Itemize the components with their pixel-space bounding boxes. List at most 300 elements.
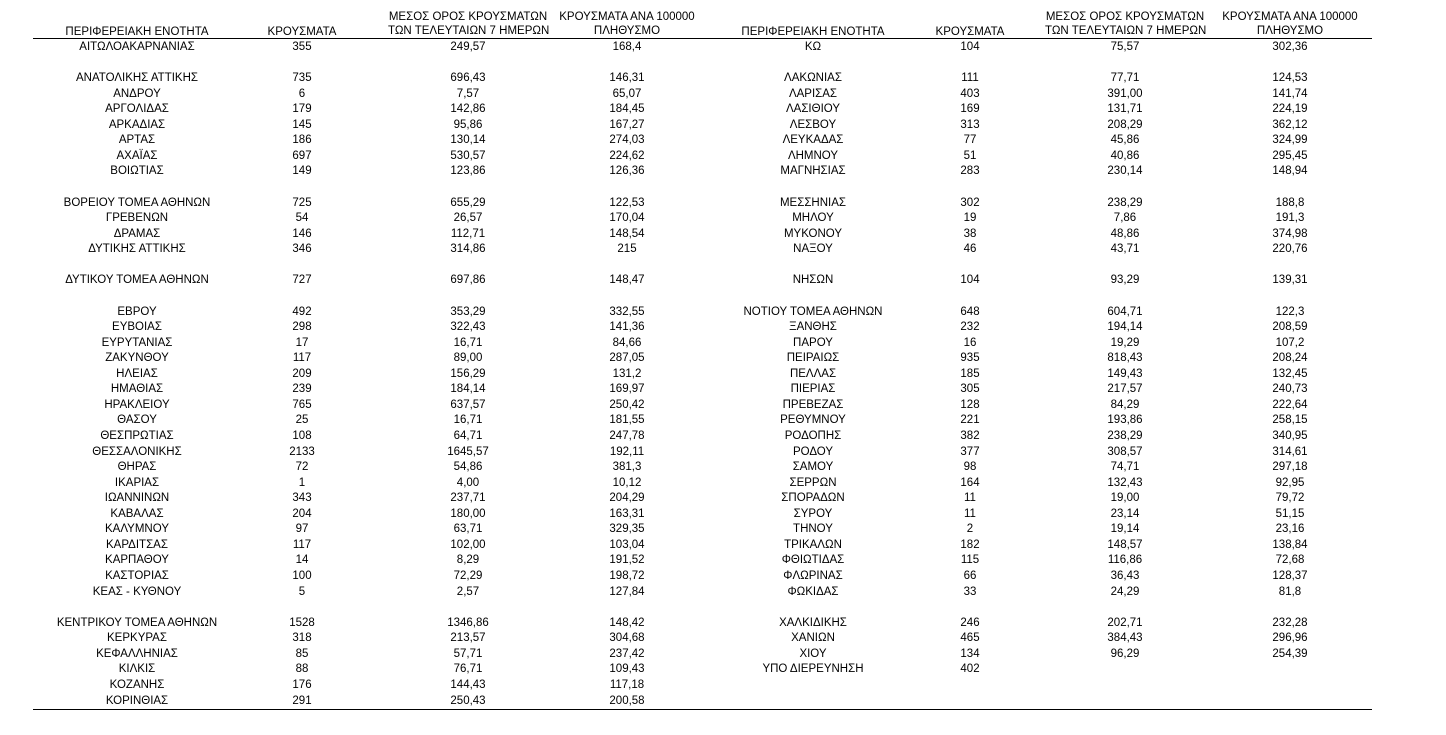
avg-7day-cell: 637,57 — [450, 398, 486, 411]
header-region-left: ΠΕΡΙΦΕΡΕΙΑΚΗ ΕΝΟΤΗΤΑ — [65, 26, 209, 38]
per-100k-cell: 332,55 — [609, 305, 645, 318]
table-row — [0, 350, 1446, 366]
region-cell: ΔΥΤΙΚΗΣ ΑΤΤΙΚΗΣ — [88, 243, 186, 256]
region-cell: ΘΕΣΣΑΛΟΝΙΚΗΣ — [92, 445, 182, 458]
region-cell: ΝΑΞΟΥ — [793, 243, 833, 256]
cases-cell: 77 — [963, 134, 977, 147]
cases-cell: 313 — [960, 118, 980, 131]
per-100k-cell: 191,52 — [609, 554, 645, 567]
region-cell: ΘΑΣΟΥ — [117, 414, 157, 427]
cases-cell: 2133 — [289, 445, 315, 458]
per-100k-cell: 148,94 — [1272, 165, 1308, 178]
avg-7day-cell: 132,43 — [1107, 476, 1143, 489]
cases-cell: 104 — [960, 274, 980, 287]
region-cell: ΜΥΚΟΝΟΥ — [783, 227, 843, 240]
region-cell: ΤΡΙΚΑΛΩΝ — [784, 538, 842, 551]
avg-7day-cell: 131,71 — [1107, 103, 1143, 116]
avg-7day-cell: 1346,86 — [447, 616, 489, 629]
avg-7day-cell: 180,00 — [450, 507, 486, 520]
per-100k-cell: 124,53 — [1272, 72, 1308, 85]
region-cell: ΚΟΖΑΝΗΣ — [109, 678, 165, 691]
cases-cell: 111 — [961, 72, 979, 85]
cases-cell: 382 — [960, 430, 980, 442]
avg-7day-cell: 384,43 — [1107, 632, 1143, 645]
per-100k-cell: 204,29 — [609, 492, 645, 505]
per-100k-cell: 10,12 — [612, 476, 642, 489]
per-100k-cell: 296,96 — [1272, 632, 1308, 645]
cases-cell: 318 — [292, 632, 312, 645]
per-100k-cell: 192,11 — [609, 445, 645, 458]
avg-7day-cell: 213,57 — [450, 632, 486, 645]
cases-cell: 402 — [960, 663, 980, 676]
cases-cell: 38 — [963, 227, 977, 240]
table-row — [0, 537, 1446, 553]
table-row — [0, 366, 1446, 382]
avg-7day-cell: 217,57 — [1107, 383, 1143, 396]
region-cell: ΗΛΕΙΑΣ — [116, 367, 158, 380]
table-row — [0, 397, 1446, 413]
table-row — [0, 163, 1446, 179]
per-100k-cell: 126,36 — [609, 165, 645, 178]
header-cases-left: ΚΡΟΥΣΜΑΤΑ — [267, 26, 337, 38]
avg-7day-cell: 123,86 — [450, 165, 486, 178]
cases-cell: 98 — [963, 461, 977, 474]
table-row — [0, 272, 1446, 288]
table-row — [0, 490, 1446, 506]
per-100k-cell: 224,19 — [1272, 103, 1308, 116]
per-100k-cell: 184,45 — [609, 103, 645, 116]
cases-cell: 88 — [295, 663, 309, 676]
cases-cell: 185 — [960, 367, 980, 380]
region-cell: ΚΑΡΠΑΘΟΥ — [105, 554, 169, 567]
table-row — [0, 101, 1446, 117]
table-row — [0, 210, 1446, 226]
per-100k-cell: 237,42 — [609, 647, 645, 660]
region-cell: ΙΚΑΡΙΑΣ — [114, 476, 160, 489]
region-cell: ΑΙΤΩΛΟΑΚΑΡΝΑΝΙΑΣ — [79, 41, 195, 53]
per-100k-cell: 72,68 — [1275, 554, 1305, 567]
region-cell: ΘΗΡΑΣ — [117, 461, 157, 474]
cases-cell: 465 — [960, 632, 980, 645]
region-cell: ΦΛΩΡΙΝΑΣ — [783, 570, 843, 583]
region-cell: ΚΙΛΚΙΣ — [118, 663, 156, 676]
per-100k-cell: 381,3 — [612, 461, 642, 474]
cases-cell: 727 — [292, 274, 312, 287]
table-row — [0, 677, 1446, 693]
region-cell: ΚΕΡΚΥΡΑΣ — [107, 632, 167, 645]
per-100k-cell: 374,98 — [1272, 227, 1308, 240]
region-cell: ΑΝΑΤΟΛΙΚΗΣ ΑΤΤΙΚΗΣ — [75, 72, 198, 85]
region-cell: ΛΕΥΚΑΔΑΣ — [782, 134, 844, 147]
cases-cell: 11 — [964, 507, 976, 520]
region-cell: ΣΠΟΡΑΔΩΝ — [781, 492, 845, 505]
region-cell: ΤΗΝΟΥ — [793, 523, 833, 536]
region-cell: ΞΑΝΘΗΣ — [789, 321, 837, 334]
table-row — [0, 132, 1446, 148]
per-100k-cell: 148,54 — [609, 227, 645, 240]
table-row — [0, 117, 1446, 133]
cases-cell: 176 — [292, 678, 312, 691]
table-row — [0, 70, 1446, 86]
per-100k-cell: 81,8 — [1278, 585, 1302, 598]
per-100k-cell: 122,3 — [1275, 305, 1305, 318]
per-100k-cell: 169,97 — [609, 383, 645, 396]
avg-7day-cell: 530,57 — [450, 149, 486, 162]
region-cell: ΛΑΡΙΣΑΣ — [788, 87, 838, 100]
header-per100k-left: ΚΡΟΥΣΜΑΤΑ ΑΝΑ 100000 ΠΛΗΘΥΣΜΟ — [559, 11, 695, 37]
per-100k-cell: 274,03 — [609, 134, 645, 147]
per-100k-cell: 51,15 — [1275, 507, 1305, 520]
cases-cell: 648 — [960, 305, 980, 318]
per-100k-cell: 103,04 — [609, 538, 645, 551]
avg-7day-cell: 193,86 — [1107, 414, 1143, 427]
table-row — [0, 459, 1446, 475]
table-row — [0, 693, 1446, 709]
per-100k-cell: 215 — [617, 243, 637, 256]
table-row — [0, 630, 1446, 646]
avg-7day-cell: 76,71 — [453, 663, 483, 676]
table-row — [0, 646, 1446, 662]
avg-7day-cell: 26,57 — [453, 212, 483, 225]
avg-7day-cell: 45,86 — [1110, 134, 1140, 147]
table-row — [0, 521, 1446, 537]
avg-7day-cell: 202,71 — [1107, 616, 1143, 629]
per-100k-cell: 65,07 — [612, 87, 642, 100]
cases-cell: 5 — [298, 585, 306, 598]
avg-7day-cell: 308,57 — [1107, 445, 1143, 458]
cases-cell: 1 — [298, 476, 306, 489]
cases-cell: 54 — [295, 212, 309, 225]
avg-7day-cell: 112,71 — [450, 227, 486, 240]
cases-cell: 104 — [960, 41, 980, 53]
per-100k-cell: 138,84 — [1272, 538, 1308, 551]
region-cell: ΦΘΙΩΤΙΔΑΣ — [781, 554, 845, 567]
table-row — [0, 428, 1446, 444]
avg-7day-cell: 19,14 — [1110, 523, 1140, 536]
cases-cell: 146 — [292, 227, 312, 240]
region-cell: ΠΑΡΟΥ — [793, 336, 833, 349]
cases-cell: 283 — [960, 165, 980, 178]
region-cell: ΚΕΑΣ - ΚΥΘΝΟΥ — [92, 585, 182, 598]
cases-cell: 108 — [292, 430, 312, 442]
avg-7day-cell: 77,71 — [1110, 72, 1140, 85]
per-100k-cell: 131,2 — [612, 367, 642, 380]
cases-cell: 209 — [292, 367, 312, 380]
avg-7day-cell: 697,86 — [450, 274, 486, 287]
per-100k-cell: 92,95 — [1275, 476, 1305, 489]
cases-cell: 100 — [292, 570, 312, 583]
per-100k-cell: 200,58 — [609, 694, 645, 707]
region-cell: ΔΡΑΜΑΣ — [113, 227, 161, 240]
region-cell: ΧΙΟΥ — [799, 647, 827, 660]
cases-cell: 164 — [960, 476, 980, 489]
region-cell: ΖΑΚΥΝΘΟΥ — [105, 352, 169, 365]
avg-7day-cell: 7,57 — [456, 87, 480, 100]
cases-cell: 935 — [960, 352, 980, 365]
avg-7day-cell: 72,29 — [453, 570, 483, 583]
per-100k-cell: 324,99 — [1272, 134, 1308, 147]
per-100k-cell: 247,78 — [609, 430, 645, 442]
region-cell: ΣΥΡΟΥ — [793, 507, 833, 520]
avg-7day-cell: 818,43 — [1107, 352, 1143, 365]
cases-cell: 145 — [292, 118, 312, 131]
per-100k-cell: 168,4 — [612, 41, 642, 53]
header-region-right: ΠΕΡΙΦΕΡΕΙΑΚΗ ΕΝΟΤΗΤΑ — [741, 26, 885, 38]
table-row — [0, 319, 1446, 335]
cases-cell: 204 — [292, 507, 312, 520]
region-cell: ΛΗΜΝΟΥ — [787, 149, 839, 162]
region-cell: ΦΩΚΙΔΑΣ — [787, 585, 839, 598]
cases-cell: 117 — [292, 352, 312, 365]
cases-cell: 182 — [960, 538, 980, 551]
region-cell: ΒΟΡΕΙΟΥ ΤΟΜΕΑ ΑΘΗΝΩΝ — [63, 196, 211, 209]
table-row — [0, 195, 1446, 211]
per-100k-cell: 170,04 — [609, 212, 645, 225]
table-row — [0, 552, 1446, 568]
region-cell: ΠΕΛΛΑΣ — [789, 367, 837, 380]
header-cases-right: ΚΡΟΥΣΜΑΤΑ — [935, 26, 1005, 38]
cases-cell: 298 — [292, 321, 312, 334]
avg-7day-cell: 23,14 — [1110, 507, 1140, 520]
per-100k-cell: 23,16 — [1275, 523, 1305, 536]
avg-7day-cell: 16,71 — [453, 414, 483, 427]
per-100k-cell: 84,66 — [612, 336, 642, 349]
per-100k-cell: 304,68 — [609, 632, 645, 645]
region-cell: ΙΩΑΝΝΙΝΩΝ — [104, 492, 170, 505]
avg-7day-cell: 604,71 — [1107, 305, 1143, 318]
table-row — [0, 475, 1446, 491]
table-row — [0, 148, 1446, 164]
region-cell: ΣΕΡΡΩΝ — [789, 476, 837, 489]
region-cell: ΛΕΣΒΟΥ — [789, 118, 837, 131]
per-100k-cell: 163,31 — [609, 507, 645, 520]
region-cell: ΔΥΤΙΚΟΥ ΤΟΜΕΑ ΑΘΗΝΩΝ — [65, 274, 209, 287]
cases-cell: 97 — [295, 523, 309, 536]
per-100k-cell: 117,18 — [609, 678, 645, 691]
per-100k-cell: 139,31 — [1272, 274, 1308, 287]
cases-cell: 115 — [960, 554, 980, 567]
cases-cell: 765 — [292, 398, 312, 411]
avg-7day-cell: 249,57 — [450, 41, 486, 53]
per-100k-cell: 240,73 — [1272, 383, 1308, 396]
avg-7day-cell: 7,86 — [1113, 212, 1137, 225]
per-100k-cell: 148,42 — [609, 616, 645, 629]
region-cell: ΜΑΓΝΗΣΙΑΣ — [780, 165, 846, 178]
cases-cell: 492 — [292, 305, 312, 318]
region-cell: ΚΩ — [804, 41, 822, 53]
avg-7day-cell: 353,29 — [450, 305, 486, 318]
table-row — [0, 304, 1446, 320]
table-row — [0, 615, 1446, 631]
cases-cell: 11 — [964, 492, 976, 505]
per-100k-cell: 258,15 — [1272, 414, 1308, 427]
avg-7day-cell: 43,71 — [1110, 243, 1140, 256]
per-100k-cell: 340,95 — [1272, 430, 1308, 442]
avg-7day-cell: 194,14 — [1107, 321, 1143, 334]
region-cell: ΑΡΤΑΣ — [118, 134, 156, 147]
avg-7day-cell: 148,57 — [1107, 538, 1143, 551]
region-cell: ΗΡΑΚΛΕΙΟΥ — [104, 398, 170, 411]
cases-cell: 128 — [960, 398, 980, 411]
cases-cell: 302 — [960, 196, 980, 209]
cases-cell: 25 — [295, 414, 309, 427]
region-cell: ΝΗΣΩΝ — [792, 274, 834, 287]
cases-cell: 725 — [292, 196, 312, 209]
region-cell: ΓΡΕΒΕΝΩΝ — [105, 212, 169, 225]
cases-cell: 239 — [292, 383, 312, 396]
avg-7day-cell: 75,57 — [1110, 41, 1140, 53]
avg-7day-cell: 64,71 — [453, 430, 483, 442]
table-row — [0, 381, 1446, 397]
region-cell: ΚΟΡΙΝΘΙΑΣ — [105, 694, 169, 707]
avg-7day-cell: 84,29 — [1110, 398, 1140, 411]
avg-7day-cell: 238,29 — [1107, 430, 1143, 442]
avg-7day-cell: 19,00 — [1110, 492, 1140, 505]
cases-cell: 305 — [960, 383, 980, 396]
per-100k-cell: 287,05 — [609, 352, 645, 365]
region-cell: ΕΥΡΥΤΑΝΙΑΣ — [101, 336, 173, 349]
per-100k-cell: 250,42 — [609, 398, 645, 411]
cases-cell: 17 — [295, 336, 309, 349]
avg-7day-cell: 48,86 — [1110, 227, 1140, 240]
cases-cell: 51 — [963, 149, 977, 162]
region-cell: ΧΑΛΚΙΔΙΚΗΣ — [779, 616, 847, 629]
avg-7day-cell: 40,86 — [1110, 149, 1140, 162]
cases-cell: 1528 — [289, 616, 315, 629]
per-100k-cell: 148,47 — [609, 274, 645, 287]
cases-cell: 19 — [963, 212, 977, 225]
avg-7day-cell: 16,71 — [453, 336, 483, 349]
table-row — [0, 412, 1446, 428]
table-row — [0, 506, 1446, 522]
region-cell: ΑΡΓΟΛΙΔΑΣ — [105, 103, 169, 116]
cases-cell: 355 — [292, 41, 312, 53]
region-cell: ΕΒΡΟΥ — [117, 305, 157, 318]
cases-cell: 186 — [292, 134, 312, 147]
region-cell: ΑΡΚΑΔΙΑΣ — [108, 118, 166, 131]
region-cell: ΗΜΑΘΙΑΣ — [110, 383, 164, 396]
avg-7day-cell: 322,43 — [450, 321, 486, 334]
avg-7day-cell: 230,14 — [1107, 165, 1143, 178]
avg-7day-cell: 2,57 — [456, 585, 480, 598]
per-100k-cell: 254,39 — [1272, 647, 1308, 660]
avg-7day-cell: 655,29 — [450, 196, 486, 209]
region-cell: ΜΕΣΣΗΝΙΑΣ — [779, 196, 847, 209]
cases-cell: 33 — [963, 585, 977, 598]
avg-7day-cell: 96,29 — [1110, 647, 1140, 660]
per-100k-cell: 362,12 — [1272, 118, 1308, 131]
cases-cell: 16 — [963, 336, 977, 349]
per-100k-cell: 220,76 — [1272, 243, 1308, 256]
per-100k-cell: 122,53 — [609, 196, 645, 209]
cases-cell: 149 — [292, 165, 312, 178]
per-100k-cell: 329,35 — [609, 523, 645, 536]
cases-cell: 85 — [295, 647, 309, 660]
table-row — [0, 86, 1446, 102]
avg-7day-cell: 63,71 — [453, 523, 483, 536]
table-row — [0, 584, 1446, 600]
per-100k-cell: 224,62 — [609, 149, 645, 162]
region-cell: ΑΧΑΪΑΣ — [116, 149, 158, 162]
cases-cell: 232 — [960, 321, 980, 334]
region-cell: ΚΑΡΔΙΤΣΑΣ — [106, 538, 168, 551]
avg-7day-cell: 130,14 — [450, 134, 486, 147]
per-100k-cell: 295,45 — [1272, 149, 1308, 162]
per-100k-cell: 79,72 — [1275, 492, 1305, 505]
region-cell: ΣΑΜΟΥ — [792, 461, 834, 474]
table-row — [0, 661, 1446, 677]
cases-cell: 2 — [966, 523, 974, 536]
header-avg-right: ΜΕΣΟΣ ΟΡΟΣ ΚΡΟΥΣΜΑΤΩΝ ΤΩΝ ΤΕΛΕΥΤΑΙΩΝ 7 ΗΜΕΡΩΝ — [1045, 11, 1207, 37]
region-cell: ΛΑΣΙΘΙΟΥ — [785, 103, 841, 116]
cases-cell: 6 — [298, 87, 306, 100]
cases-cell: 221 — [960, 414, 980, 427]
per-100k-cell: 302,36 — [1272, 41, 1308, 53]
cases-cell: 72 — [295, 461, 309, 474]
region-cell: ΠΙΕΡΙΑΣ — [790, 383, 836, 396]
cases-cell: 179 — [292, 103, 312, 116]
avg-7day-cell: 54,86 — [453, 461, 483, 474]
region-cell: ΚΑΒΑΛΑΣ — [110, 507, 164, 520]
avg-7day-cell: 89,00 — [453, 352, 483, 365]
region-cell: ΚΕΦΑΛΛΗΝΙΑΣ — [96, 647, 178, 660]
region-cell: ΚΑΣΤΟΡΙΑΣ — [105, 570, 169, 583]
header-avg-left: ΜΕΣΟΣ ΟΡΟΣ ΚΡΟΥΣΜΑΤΩΝ ΤΩΝ ΤΕΛΕΥΤΑΙΩΝ 7 ΗΜΕΡΩΝ — [388, 11, 550, 37]
per-100k-cell: 191,3 — [1275, 212, 1305, 225]
avg-7day-cell: 93,29 — [1110, 274, 1140, 287]
per-100k-cell: 132,45 — [1272, 367, 1308, 380]
region-cell: ΧΑΝΙΩΝ — [791, 632, 835, 645]
region-cell: ΥΠΟ ΔΙΕΡΕΥΝΗΣΗ — [762, 663, 864, 676]
avg-7day-cell: 8,29 — [456, 554, 480, 567]
header-per100k-right: ΚΡΟΥΣΜΑΤΑ ΑΝΑ 100000 ΠΛΗΘΥΣΜΟ — [1222, 11, 1358, 37]
table-row — [0, 568, 1446, 584]
avg-7day-cell: 1645,57 — [447, 445, 489, 458]
cases-cell: 46 — [963, 243, 977, 256]
cases-cell: 735 — [292, 72, 312, 85]
per-100k-cell: 314,61 — [1272, 445, 1308, 458]
avg-7day-cell: 95,86 — [453, 118, 483, 131]
avg-7day-cell: 24,29 — [1110, 585, 1140, 598]
avg-7day-cell: 144,43 — [450, 678, 486, 691]
footer-rule — [33, 709, 1372, 710]
region-cell: ΚΕΝΤΡΙΚΟΥ ΤΟΜΕΑ ΑΘΗΝΩΝ — [56, 616, 218, 629]
cases-cell: 66 — [963, 570, 977, 583]
avg-7day-cell: 208,29 — [1107, 118, 1143, 131]
per-100k-cell: 297,18 — [1272, 461, 1308, 474]
avg-7day-cell: 314,86 — [450, 243, 486, 256]
region-cell: ΜΗΛΟΥ — [792, 212, 834, 225]
region-cell: ΡΕΘΥΜΝΟΥ — [780, 414, 846, 427]
table-row — [0, 39, 1446, 55]
per-100k-cell: 198,72 — [609, 570, 645, 583]
per-100k-cell: 181,55 — [609, 414, 645, 427]
cases-cell: 246 — [960, 616, 980, 629]
per-100k-cell: 141,36 — [609, 321, 645, 334]
avg-7day-cell: 237,71 — [450, 492, 486, 505]
cases-cell: 134 — [960, 647, 980, 660]
table-row — [0, 444, 1446, 460]
cases-cell: 403 — [960, 87, 980, 100]
per-100k-cell: 141,74 — [1272, 87, 1308, 100]
cases-cell: 377 — [960, 445, 980, 458]
table-row — [0, 226, 1446, 242]
avg-7day-cell: 149,43 — [1107, 367, 1143, 380]
avg-7day-cell: 184,14 — [450, 383, 486, 396]
cases-cell: 346 — [292, 243, 312, 256]
cases-cell: 343 — [292, 492, 312, 505]
per-100k-cell: 127,84 — [609, 585, 645, 598]
